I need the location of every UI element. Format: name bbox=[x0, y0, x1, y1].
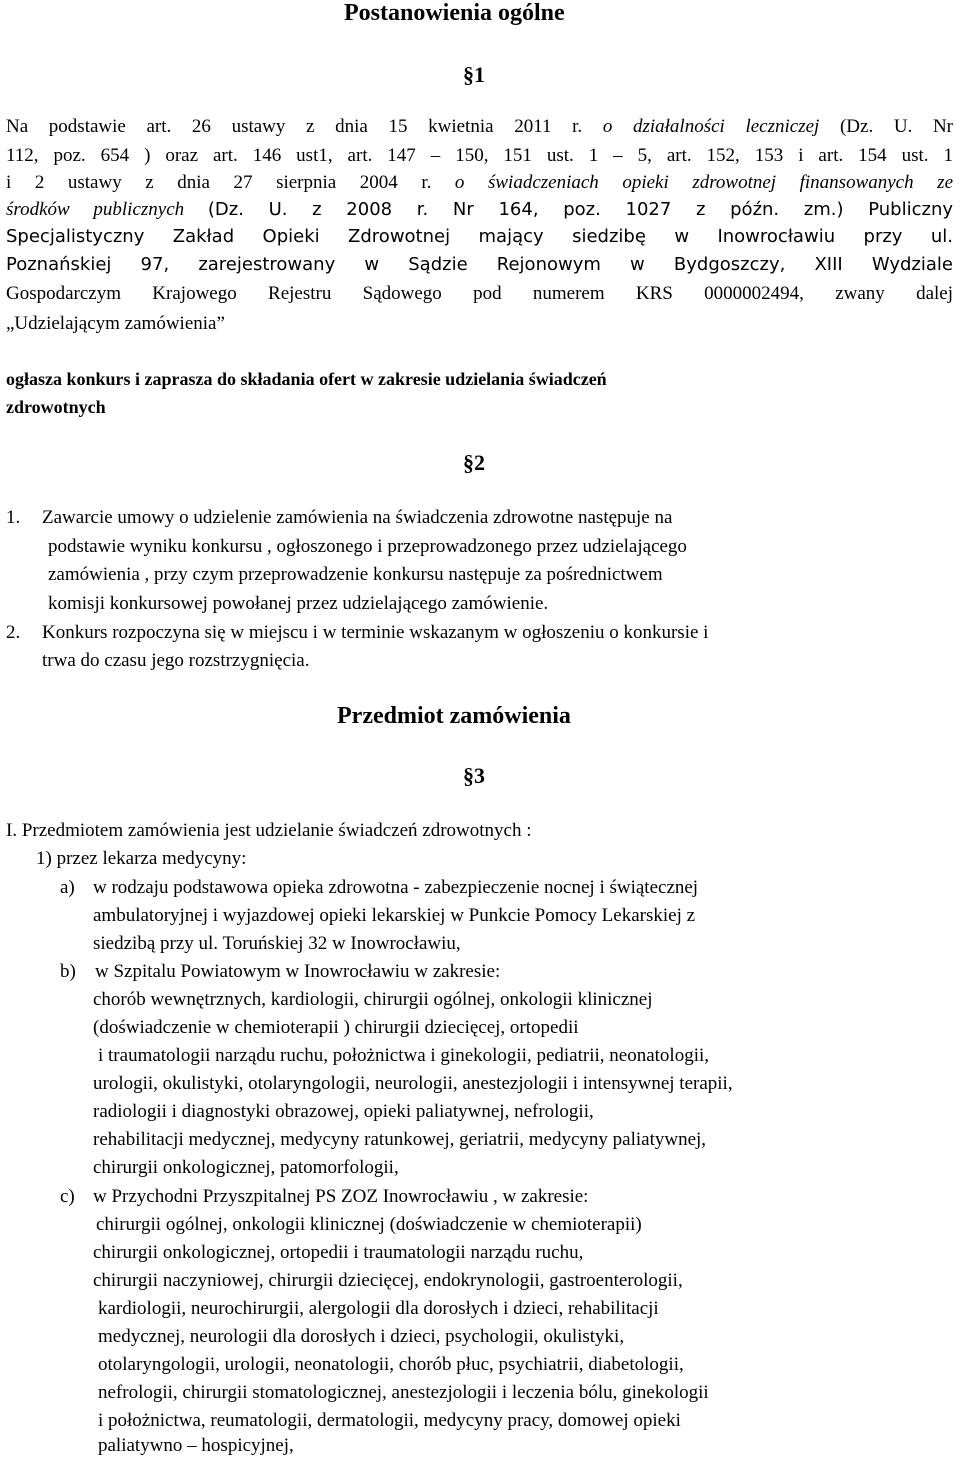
intro-line-1 bbox=[6, 114, 953, 140]
item-2-line-1: Konkurs rozpoczyna się w miejscu i w terminie wskazanym w ogłoszeniu o konkursie i bbox=[42, 622, 709, 643]
item-c-line-2: chirurgii ogólnej, onkologii klinicznej (doświadczenie w chemioterapii) bbox=[96, 1214, 642, 1235]
paragraph-marker-3: §3 bbox=[463, 763, 485, 788]
intro-line-4 bbox=[6, 197, 953, 223]
item-a-line-1: w rodzaju podstawowa opieka zdrowotna - zabezpieczenie nocnej i świątecznej bbox=[93, 877, 699, 898]
intro-line-3 bbox=[6, 170, 953, 196]
item-c-line-6: medycznej, neurologii dla dorosłych i dzieci, psychologii, okulistyki, bbox=[98, 1326, 625, 1347]
item-c-line-4: chirurgii naczyniowej, chirurgii dziecięcej, endokrynologii, gastroenterologii, bbox=[93, 1270, 683, 1291]
item-c-line-7: otolaryngologii, urologii, neonatologii, chorób płuc, psychiatrii, diabetologii, bbox=[98, 1354, 684, 1375]
item-b-line-8: chirurgii onkologicznej, patomorfologii, bbox=[93, 1157, 399, 1178]
act-title-italic: o działalności leczniczej bbox=[602, 116, 820, 137]
item-2-number: 2. bbox=[6, 622, 21, 643]
item-b-line-1: w Szpitalu Powiatowym w Inowrocławiu w zakresie: bbox=[95, 961, 501, 982]
item-1-number: 1. bbox=[6, 507, 21, 528]
heading-general-provisions: Postanowienia ogólne bbox=[344, 0, 565, 26]
item-2-line-2: trwa do czasu jego rozstrzygnięcia. bbox=[42, 650, 310, 671]
intro-line-4-end: (Dz. U. z 2008 r. Nr 164, poz. 1027 z późn. zm.) Publiczny bbox=[207, 199, 953, 220]
intro-line-2: 112, poz. 654 ) oraz art. 146 ust1, art. 147 – 150, 151 ust. 1 – 5, art. 152, 153 i art. 154 ust. 1 bbox=[6, 145, 953, 166]
item-1-line-3: zamówienia , przy czym przeprowadzenie konkursu następuje za pośrednictwem bbox=[48, 564, 663, 585]
item-b-label: b) bbox=[60, 961, 76, 982]
intro-line-8: „Udzielającym zamówienia” bbox=[6, 313, 225, 334]
item-1-line-4: komisji konkursowej powołanej przez udzielającego zamówienie. bbox=[48, 593, 549, 614]
item-a-line-2: ambulatoryjnej i wyjazdowej opieki lekarskiej w Punkcie Pomocy Lekarskiej z bbox=[93, 905, 696, 926]
item-c-line-10: paliatywno – hospicyjnej, bbox=[98, 1435, 294, 1456]
item-1-line-2: podstawie wyniku konkursu , ogłoszonego i przeprowadzonego przez udzielającego bbox=[48, 536, 687, 557]
subject-roman-intro: I. Przedmiotem zamówienia jest udzielanie świadczeń zdrowotnych : bbox=[6, 820, 532, 841]
item-c-line-3: chirurgii onkologicznej, ortopedii i traumatologii narządu ruchu, bbox=[93, 1242, 584, 1263]
item-b-line-2: chorób wewnętrznych, kardiologii, chirurgii ogólnej, onkologii klinicznej bbox=[93, 989, 653, 1010]
item-b-line-7: rehabilitacji medycznej, medycyny ratunkowej, geriatrii, medycyny paliatywnej, bbox=[93, 1129, 707, 1150]
intro-line-5: Specjalistyczny Zakład Opieki Zdrowotnej mający siedzibę w Inowrocławiu przy ul. bbox=[6, 226, 953, 247]
announcement-line-2: zdrowotnych bbox=[6, 397, 106, 417]
item-c-line-9: i położnictwa, reumatologii, dermatologii, medycyny pracy, domowej opieki bbox=[98, 1410, 681, 1431]
paragraph-marker-2: §2 bbox=[463, 450, 485, 475]
act-title-italic-3: środków publicznych bbox=[6, 199, 185, 220]
item-1-line-1: Zawarcie umowy o udzielenie zamówienia na świadczenia zdrowotne następuje na bbox=[42, 507, 673, 528]
act-title-italic-2: o świadczeniach opieki zdrowotnej finansowanych ze bbox=[454, 172, 953, 193]
item-a-label: a) bbox=[60, 877, 75, 898]
item-c-line-5: kardiologii, neurochirurgii, alergologii dla dorosłych i dzieci, rehabilitacji bbox=[98, 1298, 659, 1319]
subject-sub-1: 1) przez lekarza medycyny: bbox=[36, 848, 247, 869]
paragraph-marker-1: §1 bbox=[463, 62, 485, 87]
item-c-line-1: w Przychodni Przyszpitalnej PS ZOZ Inowrocławiu , w zakresie: bbox=[93, 1186, 589, 1207]
intro-line-1-text: Na podstawie art. 26 ustawy z dnia 15 kwietnia 2011 r. bbox=[6, 116, 583, 137]
intro-line-6: Poznańskiej 97, zarejestrowany w Sądzie Rejonowym w Bydgoszczy, XIII Wydziale bbox=[6, 254, 953, 275]
announcement-line-1: ogłasza konkurs i zaprasza do składania ofert w zakresie udzielania świadczeń bbox=[6, 369, 607, 389]
item-b-line-3: (doświadczenie w chemioterapii ) chirurgii dziecięcej, ortopedii bbox=[93, 1017, 579, 1038]
heading-subject-of-order: Przedmiot zamówienia bbox=[337, 703, 571, 729]
intro-line-3-text: i 2 ustawy z dnia 27 sierpnia 2004 r. bbox=[6, 172, 432, 193]
item-a-line-3: siedzibą przy ul. Toruńskiej 32 w Inowrocławiu, bbox=[93, 933, 461, 954]
item-b-line-6: radiologii i diagnostyki obrazowej, opieki paliatywnej, nefrologii, bbox=[93, 1101, 594, 1122]
item-c-label: c) bbox=[60, 1186, 75, 1207]
intro-line-1-end: (Dz. U. Nr bbox=[839, 116, 953, 137]
intro-line-7: Gospodarczym Krajowego Rejestru Sądowego pod numerem KRS 0000002494, zwany dalej bbox=[6, 283, 953, 304]
item-b-line-4: i traumatologii narządu ruchu, położnictwa i ginekologii, pediatrii, neonatologii, bbox=[98, 1045, 710, 1066]
item-b-line-5: urologii, okulistyki, otolaryngologii, neurologii, anestezjologii i intensywnej terapii, bbox=[93, 1073, 733, 1094]
item-c-line-8: nefrologii, chirurgii stomatologicznej, anestezjologii i leczenia bólu, ginekologii bbox=[98, 1382, 709, 1403]
